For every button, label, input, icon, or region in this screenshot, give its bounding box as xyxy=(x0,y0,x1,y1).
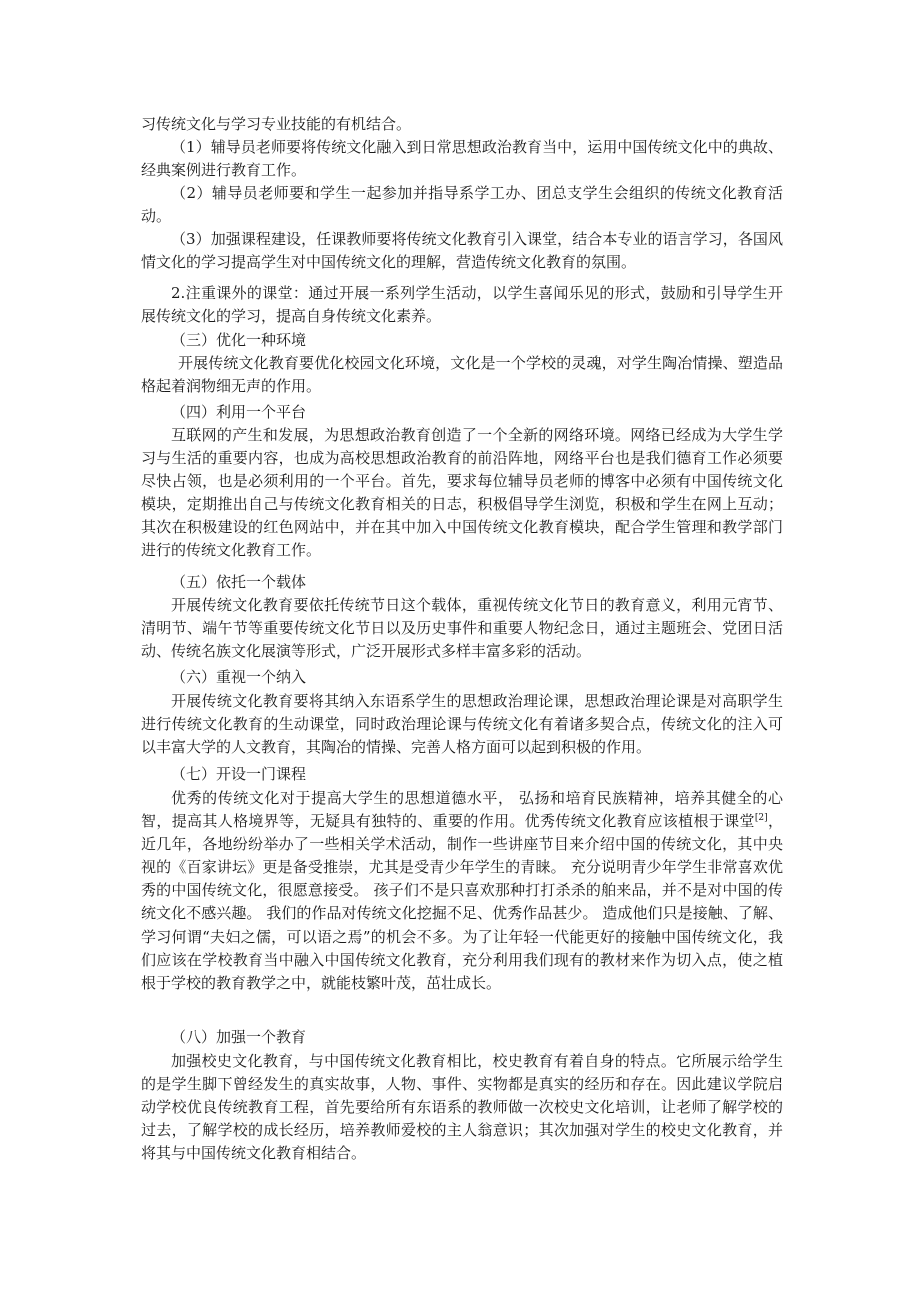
section-heading-6: （六）重视一个纳入 xyxy=(171,668,307,686)
paragraph-item-1: （1）辅导员老师要将传统文化融入到日常思想政治教育当中，运用中国传统文化中的典故、经典案例进行教育工作。 xyxy=(141,138,783,180)
paragraph-section-4: 互联网的产生和发展，为思想政治教育创造了一个全新的网络环境。网络已经成为大学生学习与生活的重要内容，也成为高校思想政治教育的前沿阵地，网络平台也是我们德育工作必须要尽快占领，也是必须利用的一个平台。首先，要求每位辅导员老师的博客中必须有中国传统文化模块，定期推出自己与传统文化教育相关的日志，积极倡导学生浏览，积极和学生在网上互动；其次在积极建设的红色网站中，并在其中加入中国传统文化教育模块，配合学生管理和教学部门进行的传统文化教育工作。 xyxy=(141,426,783,560)
section-heading-3: （三）优化一种环境 xyxy=(171,331,307,349)
paragraph-section-7-part-a: 优秀的传统文化对于提高大学生的思想道德水平， 弘扬和培育民族精神，培养其健全的心智，提高其人格境界等，无疑具有独特的、重要的作用。优秀传统文化教育应该植根于课堂 xyxy=(141,789,783,831)
paragraph-item-2: （2）辅导员老师要和学生一起参加并指导系学工办、团总支学生会组织的传统文化教育活动。 xyxy=(141,184,783,226)
paragraph-section-5: 开展传统文化教育要依托传统节日这个载体，重视传统文化节日的教育意义，利用元宵节、清明节、端午节等重要传统文化节日以及历史事件和重要人物纪念日，通过主题班会、党团日活动、传统名族文化展演等形式，广泛开展形式多样丰富多彩的活动。 xyxy=(141,596,783,661)
section-heading-7: （七）开设一门课程 xyxy=(171,765,307,783)
citation-marker: [2] xyxy=(754,813,768,824)
paragraph-intro: 习传统文化与学习专业技能的有机结合。 xyxy=(141,115,412,133)
paragraph-point-2: 2.注重课外的课堂：通过开展一系列学生活动，以学生喜闻乐见的形式，鼓励和引导学生开展传统文化的学习，提高自身传统文化素养。 xyxy=(141,284,783,326)
section-heading-4: （四）利用一个平台 xyxy=(171,403,307,421)
paragraph-item-3: （3）加强课程建设，任课教师要将传统文化教育引入课堂，结合本专业的语言学习，各国风情文化的学习提高学生对中国传统文化的理解，营造传统文化教育的氛围。 xyxy=(141,230,783,272)
section-heading-5: （五）依托一个载体 xyxy=(171,573,307,591)
paragraph-section-8: 加强校史文化教育，与中国传统文化教育相比，校史教育有着自身的特点。它所展示给学生的是学生脚下曾经发生的真实故事，人物、事件、实物都是真实的经历和存在。因此建议学院启动学校优良传统教育工程，首先要给所有东语系的教师做一次校史文化培训，让老师了解学校的过去，了解学校的成长经历，培养教师爱校的主人翁意识；其次加强对学生的校史文化教育，并将其与中国传统文化教育相结合。 xyxy=(141,1052,783,1163)
paragraph-section-3: 开展传统文化教育要优化校园文化环境，文化是一个学校的灵魂，对学生陶冶情操、塑造品格起着润物细无声的作用。 xyxy=(141,354,783,396)
section-heading-8: （八）加强一个教育 xyxy=(171,1028,307,1046)
paragraph-section-7-part-b: ，近几年，各地纷纷举办了一些相关学术活动，制作一些讲座节目来介绍中国的传统文化，其中央视的《百家讲坛》更是备受推崇，尤其是受青少年学生的青睐。 充分说明青少年学生非常喜欢优秀的中国传统文化，很愿意接受。 孩子们不是只喜欢那种打打杀杀的舶来品，并不是对中国的传统文化不感兴趣。 我们的作品对传统文化挖掘不足、优秀作品甚少。 造成他们只是接触、了解、学习何谓“夫妇之儒，可以语之焉”的机会不多。为了让年轻一代能更好的接触中国传统文化，我们应该在学校教育当中融入中国传统文化教育，充分利用我们现有的教材来作为切入点，使之植根于学校的教育教学之中，就能枝繁叶茂，茁壮成长。 xyxy=(141,812,783,992)
paragraph-section-6: 开展传统文化教育要将其纳入东语系学生的思想政治理论课，思想政治理论课是对高职学生进行传统文化教育的生动课堂，同时政治理论课与传统文化有着诸多契合点，传统文化的注入可以丰富大学的人文教育，其陶冶的情操、完善人格方面可以起到积极的作用。 xyxy=(141,692,783,757)
paragraph-section-7 xyxy=(141,787,783,995)
